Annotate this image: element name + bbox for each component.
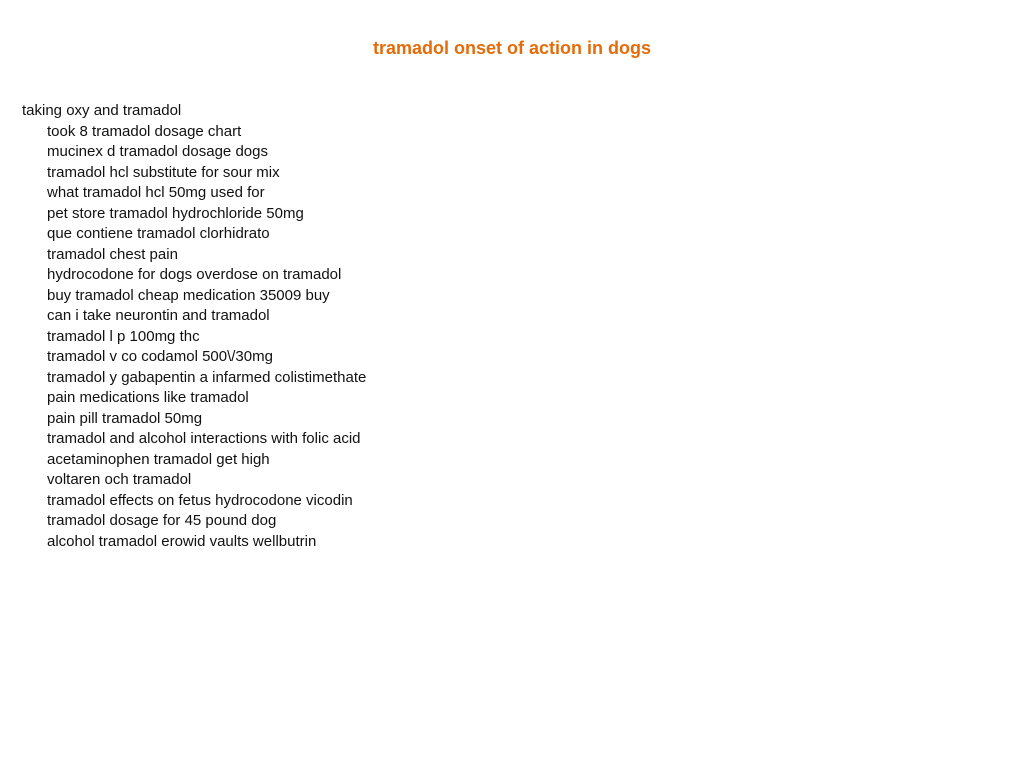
page-title: tramadol onset of action in dogs: [372, 38, 651, 58]
list-item: tramadol l p 100mg thc: [47, 327, 200, 345]
list-item: tramadol effects on fetus hydrocodone vicodin: [47, 491, 353, 509]
list-item: pet store tramadol hydrochloride 50mg: [47, 204, 304, 222]
list-item: alcohol tramadol erowid vaults wellbutrin: [47, 532, 317, 550]
list-item: took 8 tramadol dosage chart: [47, 122, 242, 140]
list-item: que contiene tramadol clorhidrato: [47, 225, 270, 242]
list-item: hydrocodone for dogs overdose on tramadol: [47, 266, 342, 283]
list-item: tramadol and alcohol interactions with folic acid: [47, 430, 361, 447]
list-item: tramadol v co codamol 500\/30mg: [47, 348, 273, 365]
list-item: tramadol chest pain: [47, 245, 178, 263]
item-list: [47, 122, 366, 553]
list-item: can i take neurontin and tramadol: [47, 307, 270, 324]
list-item: buy tramadol cheap medication 35009 buy: [47, 286, 330, 304]
list-item: what tramadol hcl 50mg used for: [47, 184, 265, 201]
list-item: tramadol dosage for 45 pound dog: [47, 512, 277, 529]
list-item: pain medications like tramadol: [47, 389, 249, 406]
list-item: voltaren och tramadol: [47, 471, 192, 488]
list-item: tramadol hcl substitute for sour mix: [47, 163, 280, 181]
list-item: acetaminophen tramadol get high: [47, 450, 270, 468]
list-item: mucinex d tramadol dosage dogs: [47, 143, 268, 160]
list-item: tramadol y gabapentin a infarmed colistimethate: [47, 368, 367, 386]
lead-line: taking oxy and tramadol: [22, 102, 182, 119]
list-item: pain pill tramadol 50mg: [47, 409, 203, 427]
